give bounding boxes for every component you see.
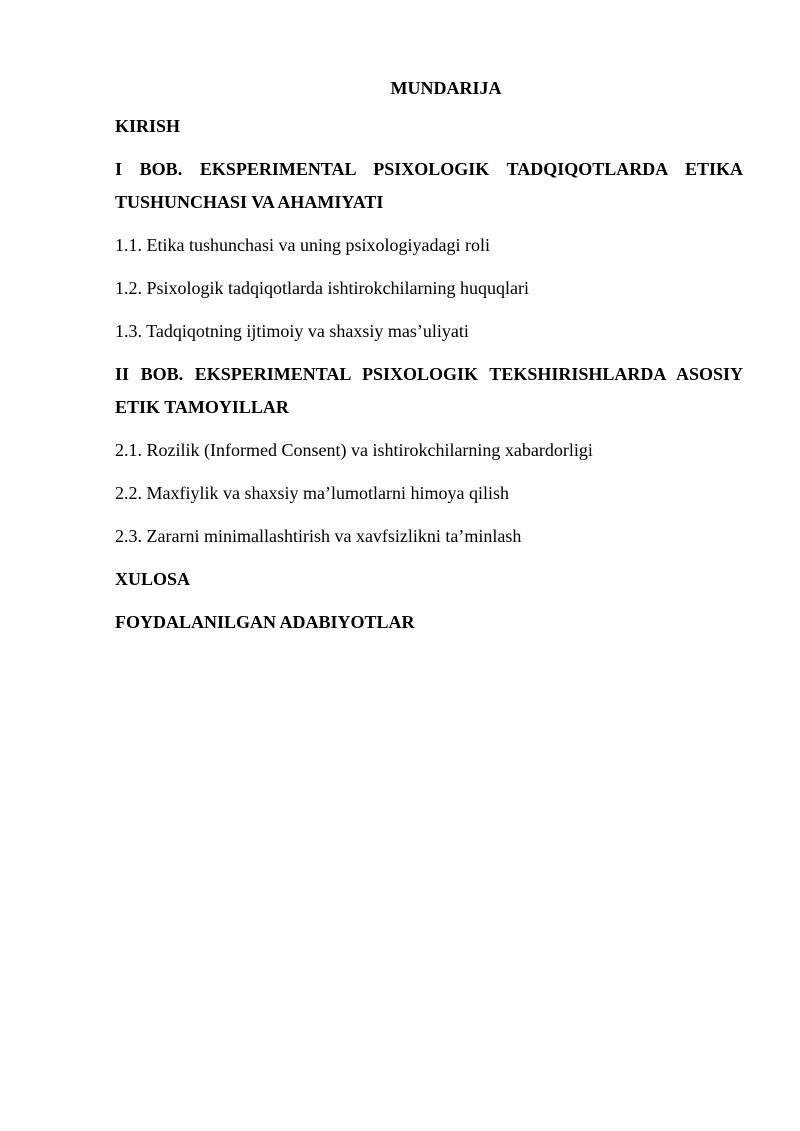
toc-title: MUNDARIJA <box>390 78 502 98</box>
table-of-contents <box>115 75 743 649</box>
toc-entry-section-1-1: 1.1. Etika tushunchasi va uning psixologiyadagi roli <box>115 235 490 255</box>
toc-entry-chapter-1 <box>115 153 743 219</box>
chapter-2-title-line-1: II BOB. EKSPERIMENTAL PSIXOLOGIK TEKSHIRISHLARDA ASOSIY <box>115 364 743 384</box>
toc-entry-xulosa: XULOSA <box>115 569 191 589</box>
toc-entry-chapter-2 <box>115 358 743 424</box>
toc-entry-section-1-2: 1.2. Psixologik tadqiqotlarda ishtirokchilarning huquqlari <box>115 278 529 298</box>
toc-entry-kirish: KIRISH <box>115 116 181 136</box>
toc-entry-adabiyotlar: FOYDALANILGAN ADABIYOTLAR <box>115 612 415 632</box>
toc-entry-section-2-2: 2.2. Maxfiylik va shaxsiy ma’lumotlarni himoya qilish <box>115 483 509 503</box>
toc-entry-section-2-3: 2.3. Zararni minimallashtirish va xavfsizlikni ta’minlash <box>115 526 522 546</box>
toc-entry-section-1-3: 1.3. Tadqiqotning ijtimoiy va shaxsiy mas’uliyati <box>115 321 469 341</box>
toc-entry-section-2-1: 2.1. Rozilik (Informed Consent) va ishtirokchilarning xabardorligi <box>115 440 593 460</box>
chapter-1-title-line-1: I BOB. EKSPERIMENTAL PSIXOLOGIK TADQIQOTLARDA ETIKA <box>115 159 743 179</box>
chapter-2-title-line-2: ETIK TAMOYILLAR <box>115 397 289 417</box>
chapter-1-title-line-2: TUSHUNCHASI VA AHAMIYATI <box>115 192 384 212</box>
